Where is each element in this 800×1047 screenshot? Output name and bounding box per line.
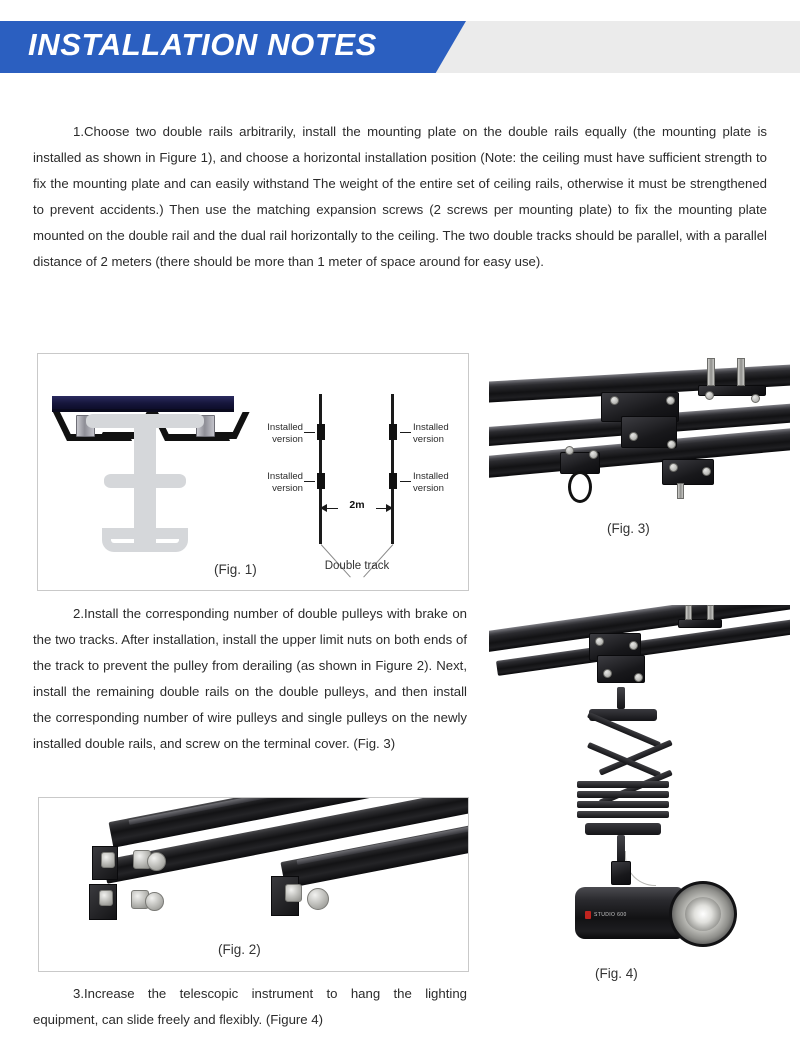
pantograph-stem-top [617, 687, 625, 709]
figure-3-caption: (Fig. 3) [607, 521, 650, 536]
ibeam-bottom-channel [102, 528, 188, 552]
double-track-callout-label: Double track [324, 560, 390, 572]
page-title: INSTALLATION NOTES [28, 27, 377, 62]
expansion-screw-left [707, 358, 715, 386]
limit-nut-left-upper-inner [101, 852, 115, 868]
mounting-plate-shape [52, 396, 234, 409]
ibeam-middle-flange [104, 474, 186, 488]
dimension-arrow-left-icon [320, 504, 327, 512]
bracket-screw [667, 440, 676, 449]
pantograph-bottom-plate [585, 823, 661, 835]
safety-hook-icon [568, 471, 592, 503]
figure-2-caption: (Fig. 2) [218, 942, 261, 957]
bracket-screw [669, 463, 678, 472]
paragraph-step-1: 1.Choose two double rails arbitrarily, install the mounting plate on the double rails equally (the mounting plate is installed as shown in Figure 1), and choose a horizontal installation position (Note: the ceiling must have sufficient strength to fix the mounting plate and can easily withstand The weight of the entire set of ceiling rails, otherwise it must be strengthened to prevent accidents.) Then use the matching expansion screws (2 screws per mounting plate) to fix the mounting plate mounted on the double rail and the dual rail horizontally to the ceiling. The two double tracks should be parallel, with a parallel distance of 2 meters (there should be more than 1 meter of space around for easy use). [33, 124, 767, 269]
label-line-2: version [272, 483, 303, 494]
strobe-flash-tube [685, 897, 721, 931]
expansion-screw-right [737, 358, 745, 386]
limit-bolt-lower-head [145, 892, 164, 911]
light-yoke [611, 861, 631, 885]
strobe-model-label: STUDIO 600 [594, 912, 627, 918]
limit-bolt-upper-head [147, 852, 166, 871]
studio-strobe-body [575, 887, 683, 939]
expansion-screw-left [685, 605, 692, 620]
leader-tick-left-top [304, 432, 315, 433]
pantograph-slat [577, 791, 669, 798]
bracket-screw [595, 637, 604, 646]
figure-4-caption: (Fig. 4) [595, 966, 638, 981]
label-line-1: Installed [267, 422, 303, 433]
limit-bolt-right-head [307, 888, 329, 910]
label-line-1: Installed [267, 471, 303, 482]
installed-marker-right-top [389, 424, 397, 440]
ceiling-mount-plate [678, 619, 722, 628]
label-line-2: version [413, 434, 444, 445]
leader-tick-left-bottom [304, 481, 315, 482]
figure-3-photo [489, 358, 790, 508]
label-line-1: Installed [413, 471, 449, 482]
bracket-screw [610, 396, 619, 405]
figure-1-caption: (Fig. 1) [214, 562, 257, 577]
double-track-schematic [252, 368, 460, 578]
dimension-label: 2m [338, 499, 376, 511]
dimension-arrow-right-icon [386, 504, 393, 512]
label-installed-version-right-bottom [413, 471, 465, 495]
track-line-left [319, 394, 322, 544]
figure-1-frame [37, 353, 469, 591]
installed-marker-left-top [317, 424, 325, 440]
label-installed-version-left-top [251, 422, 303, 446]
label-line-2: version [272, 434, 303, 445]
bracket-screw [666, 396, 675, 405]
pantograph-slat [577, 781, 669, 788]
hook-bracket-screw [589, 450, 598, 459]
ibeam-cross-section-illustration [46, 388, 246, 578]
bracket-screw [634, 673, 643, 682]
bracket-screw [629, 641, 638, 650]
pantograph-slat [577, 801, 669, 808]
mount-plate-nut-right [751, 394, 760, 403]
limit-nut-right-hex [285, 884, 302, 902]
leader-tick-right-top [400, 432, 411, 433]
paragraph-step-2: 2.Install the corresponding number of double pulleys with brake on the two tracks. After installation, install the upper limit nuts on both ends of the track to prevent the pulley from derailing (as shown in Figure 2). Next, install the remaining double rails on the double pulleys, and then install the corresponding number of wire pulleys and single pulleys on the newly installed double rails, and screw on the terminal cover. (Fig. 3) [33, 606, 467, 751]
bracket-screw [702, 467, 711, 476]
limit-nut-left-lower-inner [99, 890, 113, 906]
pantograph-slat [577, 811, 669, 818]
label-line-2: version [413, 483, 444, 494]
bracket-screw [629, 432, 638, 441]
label-installed-version-right-top [413, 422, 465, 446]
terminal-cover-post [677, 483, 684, 499]
brand-logo-icon [585, 911, 591, 919]
installed-marker-right-bottom [389, 473, 397, 489]
mount-plate-nut-left [705, 391, 714, 400]
track-line-right [391, 394, 394, 544]
label-installed-version-left-bottom [251, 471, 303, 495]
figure-4-photo [489, 605, 790, 960]
hook-bracket-screw [565, 446, 574, 455]
label-line-1: Installed [413, 422, 449, 433]
paragraph-step-3: 3.Increase the telescopic instrument to hang the lighting equipment, can slide freely and flexibly. (Figure 4) [33, 986, 467, 1027]
leader-tick-right-bottom [400, 481, 411, 482]
bracket-screw [603, 669, 612, 678]
installed-marker-left-bottom [317, 473, 325, 489]
expansion-screw-right [707, 605, 714, 620]
